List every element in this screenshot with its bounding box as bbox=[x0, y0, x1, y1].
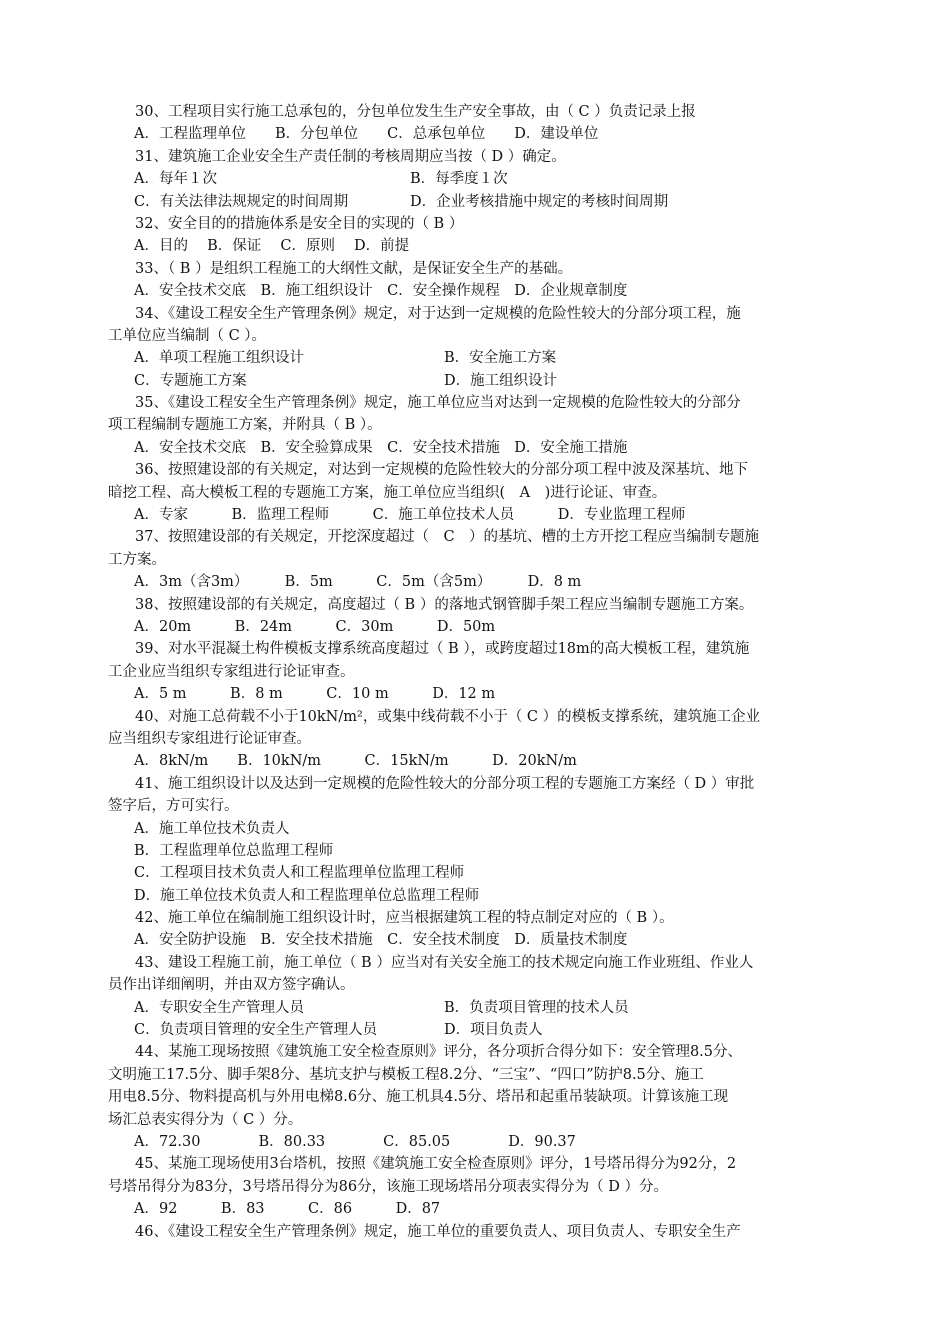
question-text: 41、施工组织设计以及达到一定规模的危险性较大的分部分项工程的专题施工方案经（ D ）审批 bbox=[135, 775, 755, 792]
question-text: 46、《建设工程安全生产管理条例》规定，施工单位的重要负责人、项目负责人、专职安全生产 bbox=[135, 1223, 741, 1240]
question-text: 35、《建设工程安全生产管理条例》规定，施工单位应当对达到一定规模的危险性较大的分部分 bbox=[135, 395, 741, 412]
question-continuation: 工单位应当编制（ C ）。 bbox=[108, 327, 267, 344]
option-text: B．安全施工方案 bbox=[444, 350, 557, 367]
option-text: A．每年１次 bbox=[134, 171, 217, 188]
question-continuation: 用电8.5分、物料提高机与外用电梯8.6分、施工机具4.5分、塔吊和起重吊装缺项。计算该施工现 bbox=[108, 1089, 729, 1106]
question-list bbox=[108, 101, 850, 1243]
option-row bbox=[108, 1019, 850, 1041]
option-text: A．专家 B．监理工程师 C．施工单位技术人员 D．专业监理工程师 bbox=[134, 507, 686, 524]
question-text: 30、工程项目实行施工总承包的，分包单位发生生产安全事故，由（ C ）负责记录上报 bbox=[135, 104, 696, 120]
question-text: 45、某施工现场使用3台塔机，按照《建筑施工安全检查原则》评分，1号塔吊得分为92分，2 bbox=[135, 1156, 737, 1173]
option-text: D．企业考核措施中规定的考核时间周期 bbox=[410, 193, 669, 210]
question-text: 44、某施工现场按照《建筑施工安全检查原则》评分，各分项折合得分如下：安全管理8.5分、 bbox=[135, 1044, 743, 1061]
question-text: 42、施工单位在编制施工组织设计时，应当根据建筑工程的特点制定对应的（ B ）。 bbox=[135, 910, 674, 927]
option-text: A．安全防护设施 B．安全技术措施 C．安全技术制度 D．质量技术制度 bbox=[134, 932, 628, 949]
question-continuation: 文明施工17.5分、脚手架8分、基坑支护与模板工程8.2分、“三宝”、“四口”防护8.5分、施工 bbox=[108, 1066, 704, 1083]
option-text: A．8kN/m B．10kN/m C．15kN/m D．20kN/m bbox=[134, 753, 577, 770]
option-text: A．专职安全生产管理人员 bbox=[134, 999, 304, 1016]
question-text: 39、对水平混凝土构件模板支撑系统高度超过（ B ），或跨度超过18m的高大模板工程，建筑施 bbox=[135, 641, 750, 658]
option-text: A．92 B．83 C．86 D．87 bbox=[134, 1201, 441, 1218]
option-text: D．施工组织设计 bbox=[444, 372, 558, 389]
option-row bbox=[108, 191, 850, 213]
question-continuation: 号塔吊得分为83分，3号塔吊得分为86分，该施工现场塔吊分项表实得分为（ D ）分。 bbox=[108, 1178, 668, 1195]
question-text: 43、建设工程施工前，施工单位（ B ）应当对有关安全施工的技术规定向施工作业班组、作业人 bbox=[135, 954, 754, 971]
question-continuation: 项工程编制专题施工方案，并附具（ B ）。 bbox=[108, 417, 382, 434]
option-text: A．施工单位技术负责人 bbox=[134, 820, 290, 837]
option-text: A．目的 B．保证 C．原则 D．前提 bbox=[134, 238, 410, 255]
option-row bbox=[108, 168, 850, 190]
question-text: 36、按照建设部的有关规定，对达到一定规模的危险性较大的分部分项工程中波及深基坑、地下 bbox=[135, 462, 748, 479]
option-text: B．工程监理单位总监理工程师 bbox=[134, 842, 334, 859]
question-text: 31、建筑施工企业安全生产责任制的考核周期应当按（ D ）确定。 bbox=[135, 148, 566, 165]
question-continuation: 签字后，方可实行。 bbox=[108, 798, 239, 815]
question-text: 33、（ B ）是组织工程施工的大纲性文献，是保证安全生产的基础。 bbox=[135, 260, 573, 277]
option-text: A．3m（含3m） B．5m C．5m（含5m） D．8 m bbox=[134, 574, 582, 591]
option-text: A．20m B．24m C．30m D．50m bbox=[134, 618, 496, 635]
question-continuation: 应当组织专家组进行论证审查。 bbox=[108, 730, 311, 747]
option-row bbox=[108, 347, 850, 369]
option-text: C．专题施工方案 bbox=[134, 372, 247, 389]
option-text: D．施工单位技术负责人和工程监理单位总监理工程师 bbox=[134, 887, 480, 904]
option-text: A．安全技术交底 B．安全验算成果 C．安全技术措施 D．安全施工措施 bbox=[134, 439, 628, 456]
option-text: B．负责项目管理的技术人员 bbox=[444, 999, 629, 1016]
question-continuation: 暗挖工程、高大模板工程的专题施工方案，施工单位应当组织( A )进行论证、审查。 bbox=[108, 484, 667, 501]
question-continuation: 工企业应当组织专家组进行论证审查。 bbox=[108, 663, 355, 680]
question-text: 37、按照建设部的有关规定，开挖深度超过（ C ）的基坑、槽的土方开挖工程应当编制专题施 bbox=[135, 529, 760, 546]
option-row bbox=[108, 370, 850, 392]
option-text: D．项目负责人 bbox=[444, 1022, 543, 1039]
option-text: A．5 m B．8 m C．10 m D．12 m bbox=[134, 686, 496, 703]
option-text: A．72.30 B．80.33 C．85.05 D．90.37 bbox=[134, 1133, 576, 1150]
option-text: C．负责项目管理的安全生产管理人员 bbox=[134, 1022, 378, 1039]
question-text: 40、对施工总荷载不小于10kN/m²，或集中线荷载不小于（ C ）的模板支撑系统，建筑施工企业 bbox=[135, 708, 761, 725]
option-row bbox=[108, 997, 850, 1019]
question-continuation: 场汇总表实得分为（ C ）分。 bbox=[108, 1111, 303, 1128]
question-text: 34、《建设工程安全生产管理条例》规定，对于达到一定规模的危险性较大的分部分项工程，施 bbox=[135, 305, 741, 322]
option-text: A．工程监理单位 B．分包单位 C．总承包单位 D．建设单位 bbox=[134, 126, 599, 143]
question-text: 38、按照建设部的有关规定，高度超过（ B ）的落地式钢管脚手架工程应当编制专题施工方案。 bbox=[135, 596, 754, 613]
option-text: B．每季度１次 bbox=[410, 171, 508, 188]
question-text: 32、安全目的的措施体系是安全目的实现的（ B ） bbox=[135, 215, 464, 232]
option-text: C．工程项目技术负责人和工程监理单位监理工程师 bbox=[134, 865, 465, 882]
option-text: A．单项工程施工组织设计 bbox=[134, 350, 304, 367]
question-continuation: 工方案。 bbox=[108, 551, 166, 568]
option-text: A．安全技术交底 B．施工组织设计 C．安全操作规程 D．企业规章制度 bbox=[134, 283, 628, 300]
option-text: C．有关法律法规规定的时间周期 bbox=[134, 193, 349, 210]
question-continuation: 员作出详细阐明，并由双方签字确认。 bbox=[108, 977, 355, 994]
